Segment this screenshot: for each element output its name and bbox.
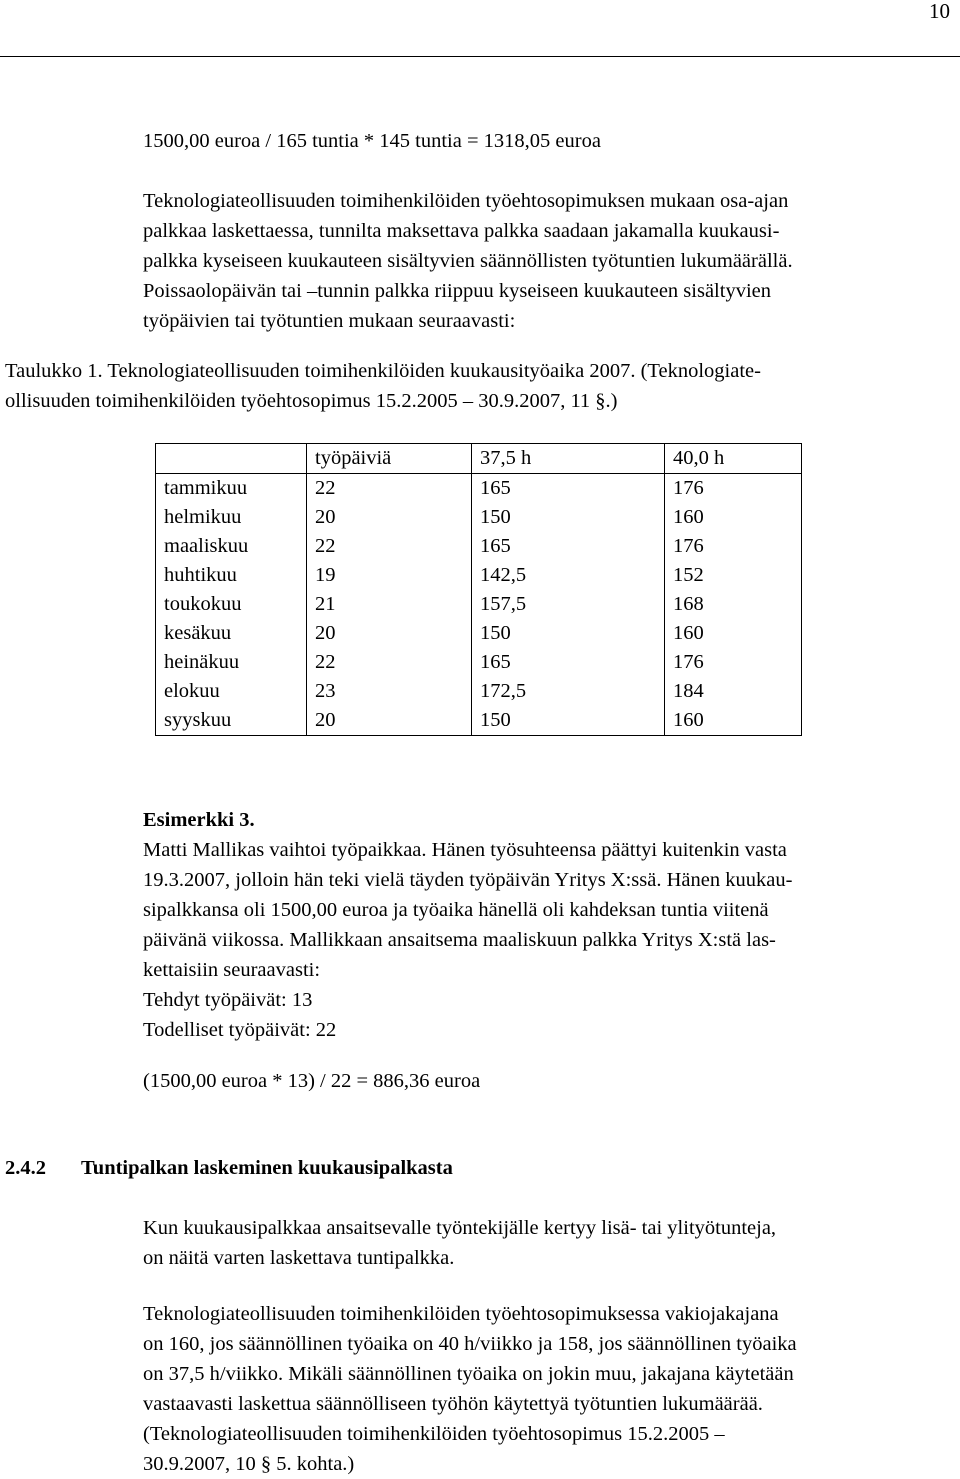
working-hours-table xyxy=(155,443,802,736)
table-row xyxy=(156,648,802,677)
cell-hours-37-5: 150 xyxy=(472,619,665,648)
text-line: Todelliset työpäivät: 22 xyxy=(143,1019,337,1041)
cell-hours-37-5: 150 xyxy=(472,706,665,736)
cell-month: kesäkuu xyxy=(156,619,307,648)
example-title: Esimerkki 3. xyxy=(143,809,255,831)
text-line: Matti Mallikas vaihtoi työpaikkaa. Hänen työsuhteensa päättyi kuitenkin vasta xyxy=(143,839,787,861)
cell-hours-40: 160 xyxy=(665,706,802,736)
cell-month: elokuu xyxy=(156,677,307,706)
paragraph-divisor xyxy=(143,1299,933,1479)
table-row xyxy=(156,503,802,532)
cell-workdays: 20 xyxy=(307,619,472,648)
text-line: Teknologiateollisuuden toimihenkilöiden työehtosopimuksessa vakiojakajana xyxy=(143,1303,779,1325)
header-hours-37-5: 37,5 h xyxy=(472,444,665,474)
paragraph-part-time-pay xyxy=(143,186,933,336)
text-line: palkka kyseiseen kuukauteen sisältyvien säännöllisten työtuntien lukumäärällä. xyxy=(143,250,793,272)
cell-workdays: 21 xyxy=(307,590,472,619)
cell-hours-37-5: 157,5 xyxy=(472,590,665,619)
table-row xyxy=(156,706,802,736)
cell-hours-40: 160 xyxy=(665,503,802,532)
cell-workdays: 23 xyxy=(307,677,472,706)
table-row xyxy=(156,561,802,590)
table-row xyxy=(156,590,802,619)
header-month xyxy=(156,444,307,474)
section-heading xyxy=(5,1153,453,1183)
cell-workdays: 22 xyxy=(307,648,472,677)
cell-workdays: 22 xyxy=(307,532,472,561)
cell-hours-40: 184 xyxy=(665,677,802,706)
caption-line: Taulukko 1. Teknologiateollisuuden toimihenkilöiden kuukausityöaika 2007. (Teknologiate- xyxy=(5,360,761,382)
cell-month: syyskuu xyxy=(156,706,307,736)
caption-line: ollisuuden toimihenkilöiden työehtosopimus 15.2.2005 – 30.9.2007, 11 §.) xyxy=(5,390,618,412)
formula-prorated-salary: 1500,00 euroa / 165 tuntia * 145 tuntia = 1318,05 euroa xyxy=(143,130,601,152)
text-line: sipalkkansa oli 1500,00 euroa ja työaika hänellä oli kahdeksan tuntia viitenä xyxy=(143,899,769,921)
cell-month: toukokuu xyxy=(156,590,307,619)
text-line: Tehdyt työpäivät: 13 xyxy=(143,989,313,1011)
formula-march-salary: (1500,00 euroa * 13) / 22 = 886,36 euroa xyxy=(143,1070,481,1092)
cell-hours-37-5: 165 xyxy=(472,648,665,677)
cell-hours-37-5: 165 xyxy=(472,532,665,561)
cell-hours-40: 176 xyxy=(665,648,802,677)
header-rule xyxy=(0,56,960,57)
cell-hours-40: 176 xyxy=(665,474,802,504)
text-line: 19.3.2007, jolloin hän teki vielä täyden työpäivän Yritys X:ssä. Hänen kuukau- xyxy=(143,869,793,891)
text-line: 30.9.2007, 10 § 5. kohta.) xyxy=(143,1453,355,1475)
text-line: (Teknologiateollisuuden toimihenkilöiden työehtosopimus 15.2.2005 – xyxy=(143,1423,725,1445)
cell-hours-40: 152 xyxy=(665,561,802,590)
section-number: 2.4.2 xyxy=(5,1157,46,1179)
cell-hours-40: 160 xyxy=(665,619,802,648)
cell-workdays: 20 xyxy=(307,706,472,736)
text-line: työpäivien tai työtuntien mukaan seuraavasti: xyxy=(143,310,516,332)
cell-hours-37-5: 142,5 xyxy=(472,561,665,590)
cell-workdays: 20 xyxy=(307,503,472,532)
table-caption xyxy=(5,356,955,416)
page-number: 10 xyxy=(929,0,950,23)
table-row xyxy=(156,474,802,504)
text-line: Poissaolopäivän tai –tunnin palkka riippuu kyseiseen kuukauteen sisältyvien xyxy=(143,280,771,302)
header-workdays: työpäiviä xyxy=(307,444,472,474)
text-line: kettaisiin seuraavasti: xyxy=(143,959,321,981)
table-row xyxy=(156,619,802,648)
table-header-row xyxy=(156,444,802,474)
text-line: vastaavasti laskettua säännölliseen työhön käytettyä työtuntien lukumäärää. xyxy=(143,1393,763,1415)
section-title: Tuntipalkan laskeminen kuukausipalkasta xyxy=(81,1157,453,1179)
header-hours-40: 40,0 h xyxy=(665,444,802,474)
cell-hours-40: 176 xyxy=(665,532,802,561)
text-line: on 160, jos säännöllinen työaika on 40 h/viikko ja 158, jos säännöllinen työaika xyxy=(143,1333,797,1355)
cell-workdays: 22 xyxy=(307,474,472,504)
cell-month: tammikuu xyxy=(156,474,307,504)
cell-month: huhtikuu xyxy=(156,561,307,590)
text-line: Teknologiateollisuuden toimihenkilöiden työehtosopimuksen mukaan osa-ajan xyxy=(143,190,789,212)
cell-month: helmikuu xyxy=(156,503,307,532)
text-line: päivänä viikossa. Mallikkaan ansaitsema maaliskuun palkka Yritys X:stä las- xyxy=(143,929,776,951)
cell-month: maaliskuu xyxy=(156,532,307,561)
cell-workdays: 19 xyxy=(307,561,472,590)
table-row xyxy=(156,677,802,706)
text-line: Kun kuukausipalkkaa ansaitsevalle työntekijälle kertyy lisä- tai ylityötunteja, xyxy=(143,1217,777,1239)
cell-hours-37-5: 165 xyxy=(472,474,665,504)
cell-hours-37-5: 150 xyxy=(472,503,665,532)
example-body xyxy=(143,835,933,1045)
cell-hours-40: 168 xyxy=(665,590,802,619)
table-row xyxy=(156,532,802,561)
text-line: on 37,5 h/viikko. Mikäli säännöllinen työaika on jokin muu, jakajana käytetään xyxy=(143,1363,794,1385)
paragraph-hourly-pay xyxy=(143,1213,933,1273)
text-line: on näitä varten laskettava tuntipalkka. xyxy=(143,1247,455,1269)
cell-hours-37-5: 172,5 xyxy=(472,677,665,706)
text-line: palkkaa laskettaessa, tunnilta maksettava palkka saadaan jakamalla kuukausi- xyxy=(143,220,780,242)
cell-month: heinäkuu xyxy=(156,648,307,677)
